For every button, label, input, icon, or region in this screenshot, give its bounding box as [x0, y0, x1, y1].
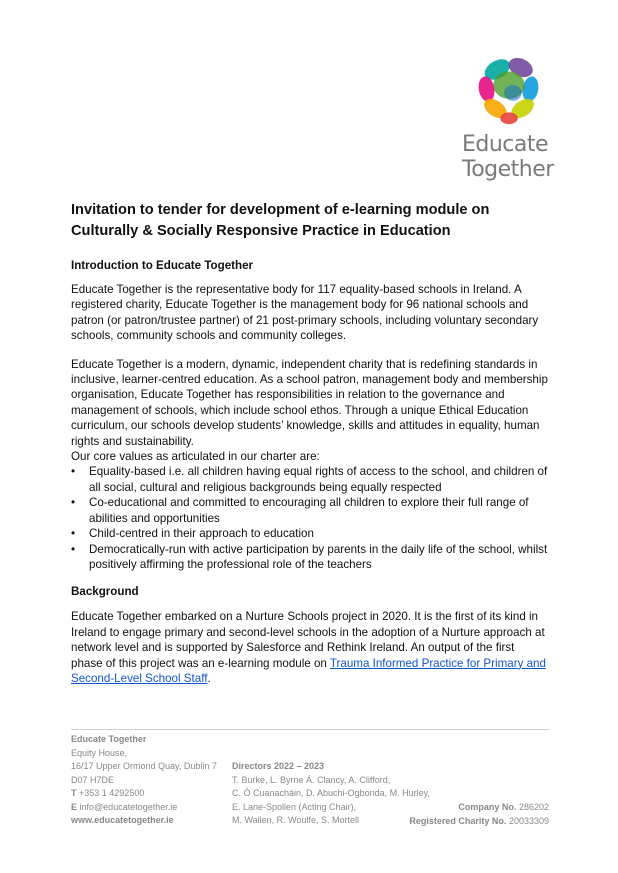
- intro-paragraph-2: Educate Together is a modern, dynamic, independent charity that is redefining standards in inclusive, learner-centred education. As a school patron, management body and membership organisation, Educate Together has responsibilities in relation to the governance and management of schools, which include school ethos. Through a unique Ethical Education curriculum, our schools develop students’ knowledge, skills and attitudes in equality, human rights and sustainability.: [71, 357, 548, 448]
- background-text: Educate Together embarked on a Nurture Schools project in 2020. It is the first of its kind in Ireland to engage primary and second-level schools in the adoption of a Nurture approach at network level and is supported by Salesforce and Rethink Ireland. An output of the first phase of this project was an e-learning module on: [71, 610, 545, 670]
- list-item: [71, 526, 549, 541]
- directors-line: M. Wallen, R. Woulfe, S. Mortell: [232, 815, 360, 825]
- footer-phone-row: [71, 787, 231, 801]
- bullet: •: [71, 542, 76, 556]
- directors-line: E. Lane-Spollen (Acting Chair),: [232, 801, 357, 812]
- bullet: •: [71, 465, 76, 479]
- footer-address-1: Equity House,: [71, 747, 128, 758]
- charity-number: 20033309: [508, 815, 549, 826]
- company-number: 286202: [518, 802, 549, 812]
- educate-together-logo: [462, 50, 558, 182]
- value-text: Co-educational and committed to encouraging all children to explore their full range of abilities and opportunities: [89, 496, 529, 525]
- footer-org-name: Educate Together: [71, 734, 147, 744]
- email-label: E: [71, 801, 78, 812]
- list-item: [71, 542, 549, 573]
- directors-heading: Directors 2022 – 2023: [232, 761, 325, 771]
- title-line-2: Culturally & Socially Responsive Practice in Education: [71, 223, 451, 239]
- value-text: Child-centred in their approach to education: [89, 527, 314, 541]
- footer-phone: +353 1 4292500: [79, 788, 145, 798]
- background-heading: Background: [71, 585, 139, 599]
- value-text: Equality-based i.e. all children having equal rights of access to the school, and children of all social, cultural and religious backgrounds being equally respected: [89, 465, 548, 494]
- bullet: •: [71, 527, 76, 541]
- phone-label: T: [71, 788, 77, 798]
- values-intro: Our core values as articulated in our charter are:: [71, 450, 320, 464]
- footer-email[interactable]: info@educatetogether.ie: [79, 801, 178, 812]
- background-paragraph: [71, 609, 549, 686]
- directors-line: T. Burke, L. Byrne Á. Clancy, A. Clifford,: [232, 774, 391, 785]
- footer-address-3: D07 H7DE: [71, 774, 115, 785]
- logo-word-together: Together: [462, 157, 554, 182]
- core-values-list: [71, 464, 549, 572]
- footer-contact: [71, 733, 231, 828]
- background-end: .: [207, 671, 211, 685]
- directors-line: C. Ó Cuanacháin, D. Abuchi-Ogbonda, M. Hurley,: [232, 788, 430, 798]
- footer-website[interactable]: www.educatetogether.ie: [71, 815, 174, 825]
- title-line-1: Invitation to tender for development of e-learning module on: [71, 202, 490, 218]
- footer-address-2: 16/17 Upper Ormond Quay, Dublin 7: [71, 761, 217, 771]
- document-title: [71, 200, 549, 242]
- charity-label: Registered Charity No.: [409, 815, 507, 826]
- bullet: •: [71, 496, 76, 510]
- document-body: [71, 200, 549, 686]
- list-item: [71, 495, 549, 526]
- logo-wordmark: [462, 132, 558, 182]
- list-item: [71, 464, 549, 495]
- footer-registration: [409, 801, 549, 828]
- logo-circle-icon: [470, 50, 548, 128]
- intro-heading: Introduction to Educate Together: [71, 259, 254, 272]
- value-text: Democratically-run with active participation by parents in the daily life of the school, whilst positively affirming the professional role of the teachers: [89, 542, 548, 571]
- page-footer: [71, 729, 549, 826]
- footer-directors: [232, 760, 432, 828]
- charity-number-row: [409, 815, 549, 829]
- trauma-informed-practice-link[interactable]: Trauma Informed Practice for Primary and Second-Level School Staff: [71, 656, 546, 685]
- logo-word-educate: Educate: [462, 132, 549, 157]
- footer-email-row: [71, 801, 231, 815]
- company-number-row: [409, 801, 549, 815]
- intro-paragraph-1: Educate Together is the representative body for 117 equality-based schools in Ireland. A registered charity, Educate Together is the management body for 96 national schools and patron (or patron/trustee partner) of 21 post-primary schools, including voluntary secondary schools, community schools and community colleges.: [71, 283, 539, 343]
- company-label: Company No.: [458, 802, 517, 812]
